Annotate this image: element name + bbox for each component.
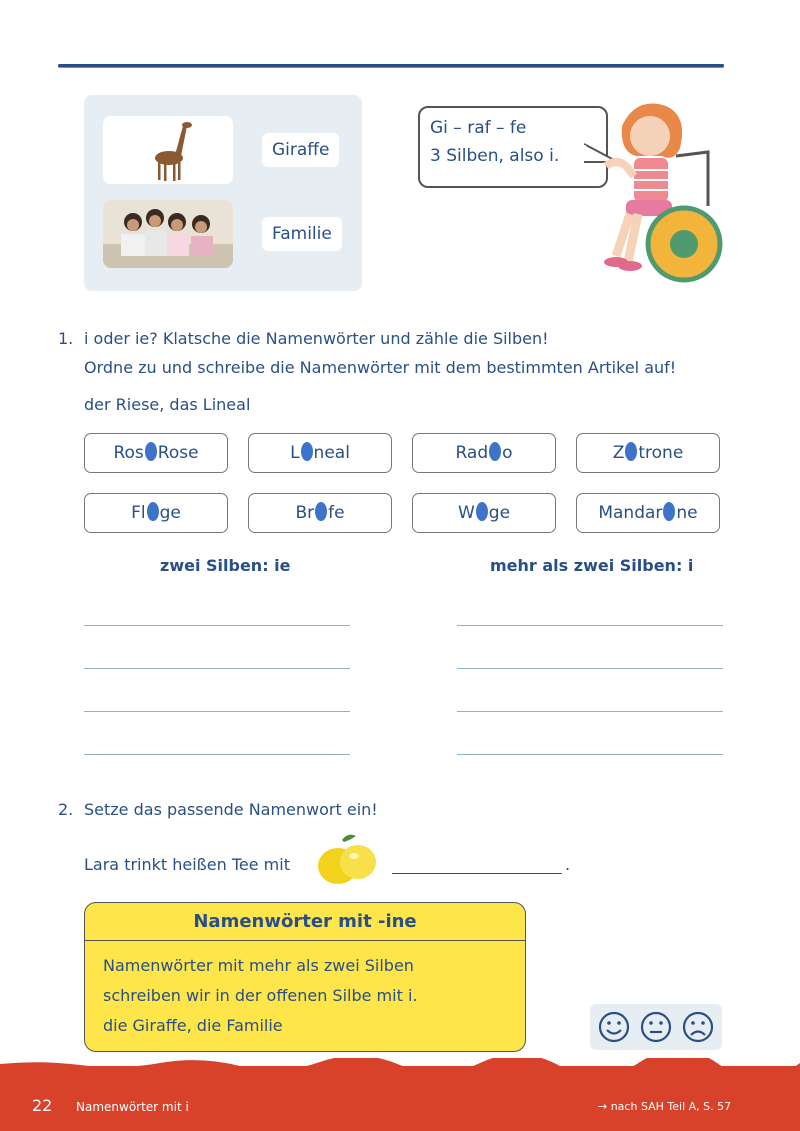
word-tile-radio[interactable]: Rad o <box>412 433 556 473</box>
hidden-letter-blob <box>301 442 313 461</box>
writing-line[interactable] <box>457 754 723 755</box>
hidden-letter-blob <box>315 502 327 521</box>
exercise-2-instruction: Setze das passende Namenwort ein! <box>84 800 378 819</box>
word-tile-briefe[interactable]: Br fe <box>248 493 392 533</box>
rule-body <box>103 951 417 1041</box>
happy-face-icon[interactable] <box>598 1011 630 1043</box>
hidden-letter-blob <box>663 502 675 521</box>
lemon-image <box>314 832 380 888</box>
giraffe-image <box>103 116 233 184</box>
word-tile-lineal[interactable]: L neal <box>248 433 392 473</box>
writing-line[interactable] <box>457 668 723 669</box>
sentence-end-period: . <box>565 855 571 874</box>
family-photo <box>103 200 233 268</box>
writing-line[interactable] <box>457 625 723 626</box>
exercise-2-number: 2. <box>58 800 74 819</box>
word-tile-fliege[interactable]: Fl ge <box>84 493 228 533</box>
word-card-giraffe: Giraffe <box>262 133 339 167</box>
word-tile-zitrone[interactable]: Z trone <box>576 433 720 473</box>
column-heading-two-syllables: zwei Silben: ie <box>160 556 291 575</box>
page-footer <box>0 1066 800 1131</box>
word-tile-mandarine[interactable]: Mandar ne <box>576 493 720 533</box>
writing-line[interactable] <box>84 711 350 712</box>
self-assessment-smileys <box>590 1004 722 1050</box>
writing-line[interactable] <box>84 668 350 669</box>
hidden-letter-blob <box>489 442 501 461</box>
neutral-face-icon[interactable] <box>640 1011 672 1043</box>
exercise-1-instruction: i oder ie? Klatsche die Namenwörter und zähle die Silben! <box>84 329 549 348</box>
rule-examples: die Giraffe, die Familie <box>103 1016 283 1035</box>
footer-title: Namenwörter mit i <box>76 1100 189 1114</box>
rule-line: Namenwörter mit mehr als zwei Silben <box>103 956 414 975</box>
bubble-syllables: Gi – raf – fe <box>430 118 527 138</box>
rule-heading: Namenwörter mit -ine <box>85 903 525 941</box>
writing-line[interactable] <box>84 754 350 755</box>
hidden-letter-blob <box>476 502 488 521</box>
exercise-2-sentence: Lara trinkt heißen Tee mit <box>84 855 290 874</box>
hidden-letter-blob <box>625 442 637 461</box>
rule-box <box>84 902 526 1052</box>
sad-face-icon[interactable] <box>682 1011 714 1043</box>
page-number: 22 <box>32 1096 53 1115</box>
hidden-letter-blob <box>147 502 159 521</box>
word-tile-wiege[interactable]: W ge <box>412 493 556 533</box>
exercise-1-number: 1. <box>58 329 74 348</box>
writing-line[interactable] <box>457 711 723 712</box>
word-tile-rose[interactable]: Ros Rose <box>84 433 228 473</box>
answer-line[interactable] <box>392 873 562 874</box>
word-card-familie: Familie <box>262 217 342 251</box>
rule-line: schreiben wir in der offenen Silbe mit i. <box>103 986 418 1005</box>
exercise-1-example: der Riese, das Lineal <box>84 395 251 414</box>
column-heading-more-syllables: mehr als zwei Silben: i <box>490 556 694 575</box>
intro-box <box>84 95 362 291</box>
exercise-1-instruction-2: Ordne zu und schreibe die Namenwörter mit dem bestimmten Artikel auf! <box>84 358 677 377</box>
bubble-explanation: 3 Silben, also i. <box>430 146 560 166</box>
girl-wheelchair-illustration <box>576 96 726 286</box>
hidden-letter-blob <box>145 442 157 461</box>
writing-line[interactable] <box>84 625 350 626</box>
title-underline <box>58 64 724 67</box>
footer-reference: → nach SAH Teil A, S. 57 <box>598 1100 732 1113</box>
